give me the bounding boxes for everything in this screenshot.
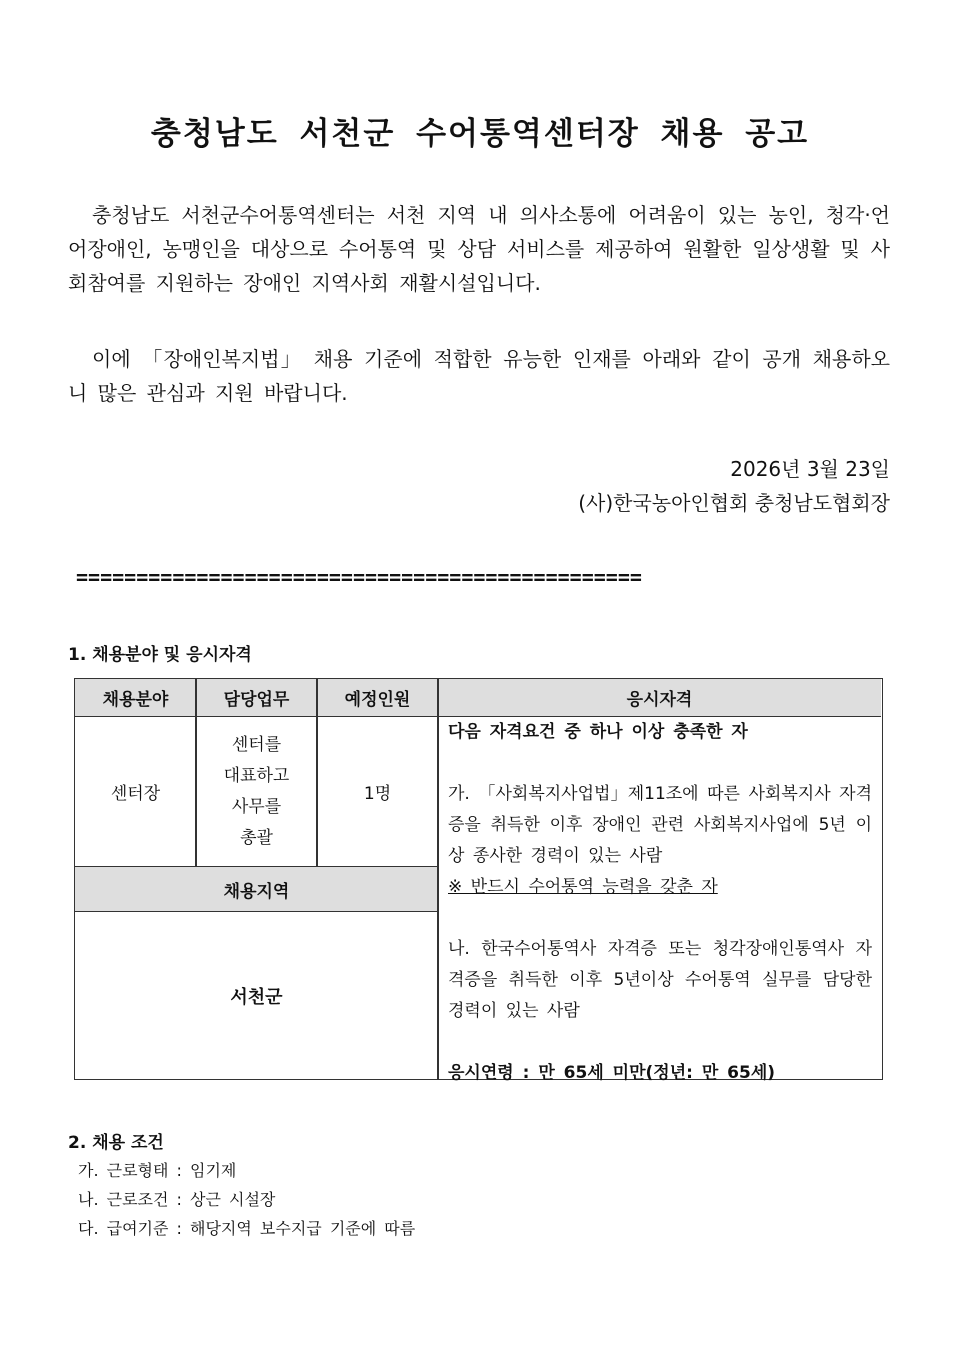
- table-grid-line: [195, 679, 197, 866]
- section-heading-recruitment: 1. 채용분야 및 응시자격: [68, 645, 252, 665]
- duty-line: 총괄: [240, 827, 273, 848]
- condition-item: 나. 근로조건 : 상근 시설장: [78, 1190, 276, 1209]
- table-cell-region: 서천군: [230, 986, 283, 1008]
- qualification-age: 응시연령 : 만 65세 미만(정년: 만 65세): [448, 1063, 776, 1083]
- table-header-field: 채용분야: [75, 679, 196, 717]
- table-grid-line: [316, 679, 318, 866]
- page-title: 충청남도 서천군 수어통역센터장 채용 공고: [150, 116, 810, 152]
- conditions-list: [78, 1156, 415, 1243]
- table-cell-qualifications: [439, 717, 882, 1083]
- table-cell-headcount: 1명: [363, 784, 392, 804]
- announcement-date: 2026년 3월 23일: [730, 457, 890, 481]
- duty-line: 대표하고: [223, 765, 290, 786]
- table-header-qualification: 응시자격: [438, 679, 881, 717]
- qualification-item-b: 나. 한국수어통역사 자격증 또는 청각장애인통역사 자격증을 취득한 이후 5년이상 수어통역 실무를 담당한 경력이 있는 사람: [448, 939, 872, 1021]
- recruitment-table: [74, 678, 883, 1083]
- issuer: (사)한국농아인협회 충청남도협회장: [578, 491, 890, 515]
- qualification-note: ※ 반드시 수어통역 능력을 갖춘 자: [448, 877, 718, 897]
- duty-line: 사무를: [231, 796, 282, 817]
- condition-item: 다. 급여기준 : 해당지역 보수지급 기준에 따름: [78, 1219, 416, 1238]
- condition-item: 가. 근로형태 : 임기제: [78, 1161, 237, 1180]
- qualification-item-a: 가. 「사회복지사업법」제11조에 따른 사회복지사 자격증을 취득한 이후 장애인 관련 사회복지사업에 5년 이상 종사한 경력이 있는 사람: [448, 784, 872, 866]
- table-cell-duty: [196, 717, 317, 866]
- table-header-duty: 담당업무: [196, 679, 317, 717]
- duty-line: 센터를: [231, 734, 282, 755]
- notice-text: 이에 「장애인복지법」 채용 기준에 적합한 유능한 인재를 아래와 같이 공개 채용하오니 많은 관심과 지원 바랍니다.: [68, 347, 890, 405]
- table-header-region: 채용지역: [75, 866, 438, 912]
- table-header-headcount: 예정인원: [317, 679, 438, 717]
- divider-line: ===============================================: [76, 565, 642, 589]
- intro-text: 충청남도 서천군수어통역센터는 서천 지역 내 의사소통에 어려움이 있는 농인, 청각·언어장애인, 농맹인을 대상으로 수어통역 및 상담 서비스를 제공하여 원활한 일상생활 및 사회참여를 지원하는 장애인 지역사회 재활시설입니다.: [68, 203, 890, 295]
- qualification-lead: 다음 자격요건 중 하나 이상 충족한 자: [448, 722, 748, 742]
- section-heading-conditions: 2. 채용 조건: [68, 1133, 164, 1153]
- notice-paragraph: [68, 342, 890, 410]
- intro-paragraph: [68, 198, 890, 300]
- table-cell-field: 센터장: [110, 784, 161, 804]
